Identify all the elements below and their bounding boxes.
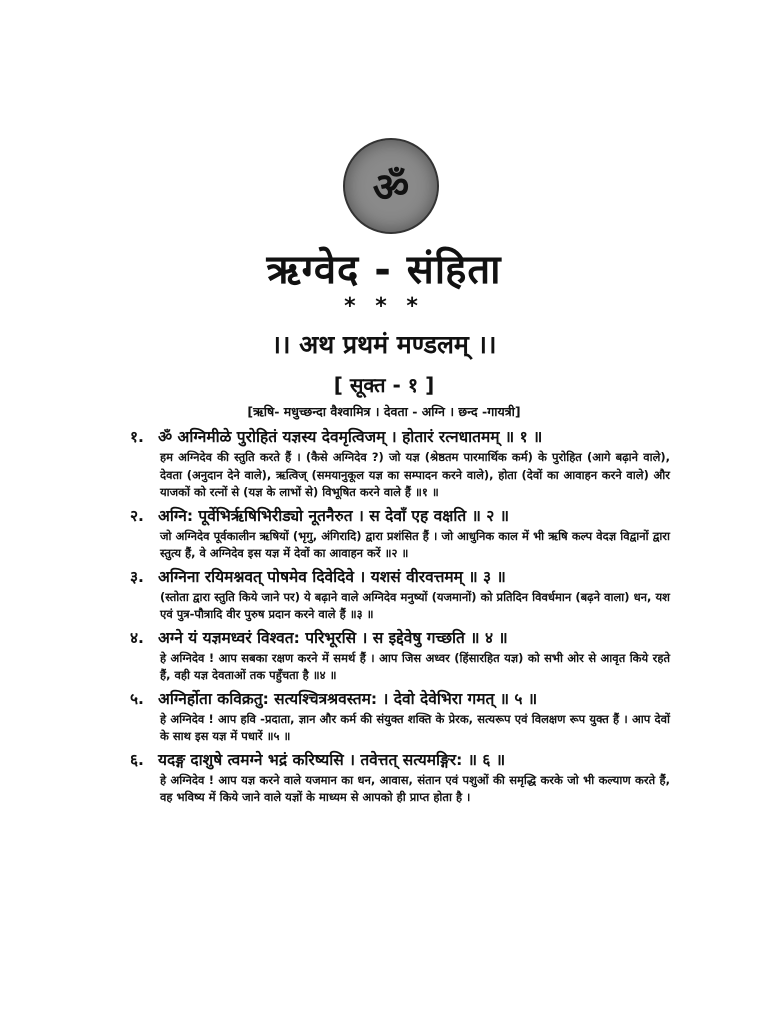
mantra-text xyxy=(130,505,670,528)
meaning-text: (स्तोता द्वारा स्तुति किये जाने पर) ये बढ़ाने वाले अग्निदेव मनुष्यों (यजमानों) को प्रतिदिन विवर्धमान (बढ़ने वाला) धन, यश एवं पुत्र-पौत्रादि वीर पुरुष प्रदान करने वाले हैं ॥३ ॥ xyxy=(160,589,670,621)
verse-4 xyxy=(130,627,670,685)
verse-number: ५. xyxy=(130,689,144,708)
mantra-line: ॐ अग्निमीळे पुरोहितं यज्ञस्य देवमृत्विजम् । होतारं रत्नधातमम् ॥ १ ॥ xyxy=(158,428,543,446)
mantra-text xyxy=(130,688,670,711)
mantra-text xyxy=(130,627,670,650)
verse-5 xyxy=(130,688,670,746)
mantra-text xyxy=(130,749,670,772)
mantra-line: अग्निना रयिमश्नवत् पोषमेव दिवेदिवे । यशसं वीरवत्तमम् ॥ ३ ॥ xyxy=(158,567,506,586)
sukta-heading: [ सूक्त - १ ] xyxy=(333,373,435,397)
mandal-heading: ।। अथ प्रथमं मण्डलम् ।। xyxy=(271,330,497,359)
meaning-text: हम अग्निदेव की स्तुति करते हैं । (कैसे अग्निदेव ?) जो यज्ञ (श्रेष्ठतम पारमार्थिक कर्म) के पुरोहित (आगे बढ़ाने वाले), देवता (अनुदान देने वाले), ऋत्विज् (समयानुकूल यज्ञ का सम्पादन करने वाले), होता (देवों का आवाहन करने वाले) और याजकों को रत्नों से (यज्ञ के लाभों से) विभूषित करने वाले हैं ॥१ ॥ xyxy=(160,450,670,499)
om-emblem xyxy=(343,138,439,234)
om-icon: ॐ xyxy=(372,165,410,211)
verse-number: ४. xyxy=(130,628,144,647)
meaning-text: हे अग्निदेव ! आप सबका रक्षण करने में समर्थ हैं । आप जिस अध्वर (हिंसारहित यज्ञ) को सभी ओर से आवृत किये रहते हैं, वही यज्ञ देवताओं तक पहुँचता है ॥४ ॥ xyxy=(160,650,670,682)
mantra-text xyxy=(130,426,670,449)
meaning-text: हे अग्निदेव ! आप यज्ञ करने वाले यजमान का धन, आवास, संतान एवं पशुओं की समृद्धि करके जो भी कल्याण करते हैं, वह भविष्य में किये जाने वाले यज्ञों के माध्यम से आपको ही प्राप्त होता है । xyxy=(160,772,670,804)
verse-number: २. xyxy=(130,506,144,525)
mantra-line: अग्निर्होता कविक्रतु: सत्यश्चित्रश्रवस्तम: । देवो देवेभिरा गमत् ॥ ५ ॥ xyxy=(158,689,538,708)
verse-2 xyxy=(130,505,670,563)
verse-list xyxy=(130,426,670,810)
meaning-text: हे अग्निदेव ! आप हवि -प्रदाता, ज्ञान और कर्म की संयुक्त शक्ति के प्रेरक, सत्यरूप एवं विलक्षण रूप युक्त हैं । आप देवों के साथ इस यज्ञ में पधारें ॥५ ॥ xyxy=(160,711,670,743)
separator: * * * xyxy=(344,294,424,319)
verse-3 xyxy=(130,566,670,624)
sukta-meta: [ऋषि- मधुच्छन्दा वैश्वामित्र । देवता - अग्नि । छन्द -गायत्री] xyxy=(247,404,521,419)
meaning-text: जो अग्निदेव पूर्वकालीन ऋषियों (भृगु, अंगिरादि) द्वारा प्रशंसित हैं । जो आधुनिक काल में भी ऋषि कल्प वेदज्ञ विद्वानों द्वारा स्तुत्य हैं, वे अग्निदेव इस यज्ञ में देवों का आवाहन करें ॥२ ॥ xyxy=(160,528,670,560)
mantra-text xyxy=(130,566,670,589)
page-title: ऋग्वेद - संहिता xyxy=(266,247,502,293)
mantra-line: अग्नि: पूर्वेभिर्ऋषिभिरीड्यो नूतनैरुत । स देवाँ एह वक्षति ॥ २ ॥ xyxy=(158,506,510,525)
verse-number: ३. xyxy=(130,567,144,586)
verse-6 xyxy=(130,749,670,807)
verse-1 xyxy=(130,426,670,502)
verse-number: ६. xyxy=(130,750,144,769)
verse-number: १. xyxy=(130,428,144,446)
mantra-line: अग्ने यं यज्ञमध्वरं विश्वत: परिभूरसि । स इद्देवेषु गच्छति ॥ ४ ॥ xyxy=(158,628,508,647)
mantra-line: यदङ्ग दाशुषे त्वमग्ने भद्रं करिष्यसि । तवेत्तत् सत्यमङ्गिर: ॥ ६ ॥ xyxy=(158,750,506,769)
